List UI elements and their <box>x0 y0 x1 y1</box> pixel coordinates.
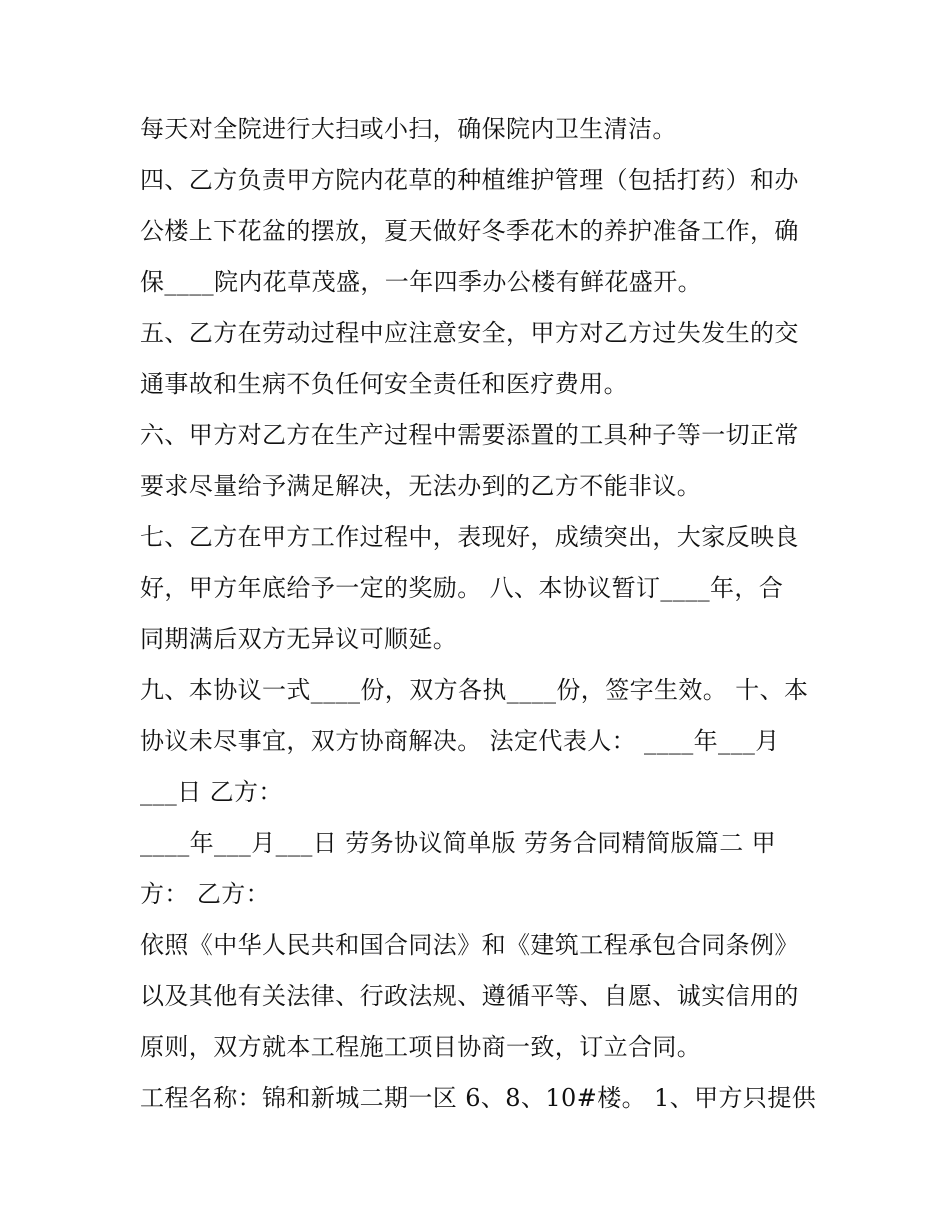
text-line: 原则，双方就本工程施工项目协商一致，订立合同。 <box>140 1033 702 1061</box>
text-line: ____年___月___日 劳务协议简单版 劳务合同精简版篇二 甲 <box>140 829 777 857</box>
text-line: ___日 乙方： <box>140 778 283 806</box>
text-line: 协议未尽事宜，双方协商解决。 法定代表人： ____年___月 <box>140 727 780 755</box>
text-line: 七、乙方在甲方工作过程中，表现好，成绩突出，大家反映良 <box>140 523 799 551</box>
text-line: 好，甲方年底给予一定的奖励。 八、本协议暂订____年，合 <box>140 574 784 602</box>
text-line: 四、乙方负责甲方院内花草的种植维护管理（包括打药）和办 <box>140 166 799 194</box>
text-line: 同期满后双方无异议可顺延。 <box>140 625 458 653</box>
text-line: 工程名称：锦和新城二期一区 6、8、10#楼。 1、甲方只提供 <box>140 1084 817 1112</box>
text-line: 每天对全院进行大扫或小扫，确保院内卫生清洁。 <box>140 115 677 143</box>
text-line: 要求尽量给予满足解决，无法办到的乙方不能非议。 <box>140 472 702 500</box>
text-line: 以及其他有关法律、行政法规、遵循平等、自愿、诚实信用的 <box>140 982 799 1010</box>
text-line: 九、本协议一式____份，双方各执____份，签字生效。 十、本 <box>140 676 809 704</box>
text-line: 保____院内花草茂盛，一年四季办公楼有鲜花盛开。 <box>140 268 702 296</box>
text-line: 公楼上下花盆的摆放，夏天做好冬季花木的养护准备工作，确 <box>140 217 799 245</box>
text-line: 依照《中华人民共和国合同法》和《建筑工程承包合同条例》 <box>140 931 799 959</box>
text-line: 六、甲方对乙方在生产过程中需要添置的工具种子等一切正常 <box>140 421 799 449</box>
text-line: 五、乙方在劳动过程中应注意安全，甲方对乙方过失发生的交 <box>140 319 799 347</box>
text-line: 方： 乙方： <box>140 880 271 908</box>
text-line: 通事故和生病不负任何安全责任和医疗费用。 <box>140 370 628 398</box>
